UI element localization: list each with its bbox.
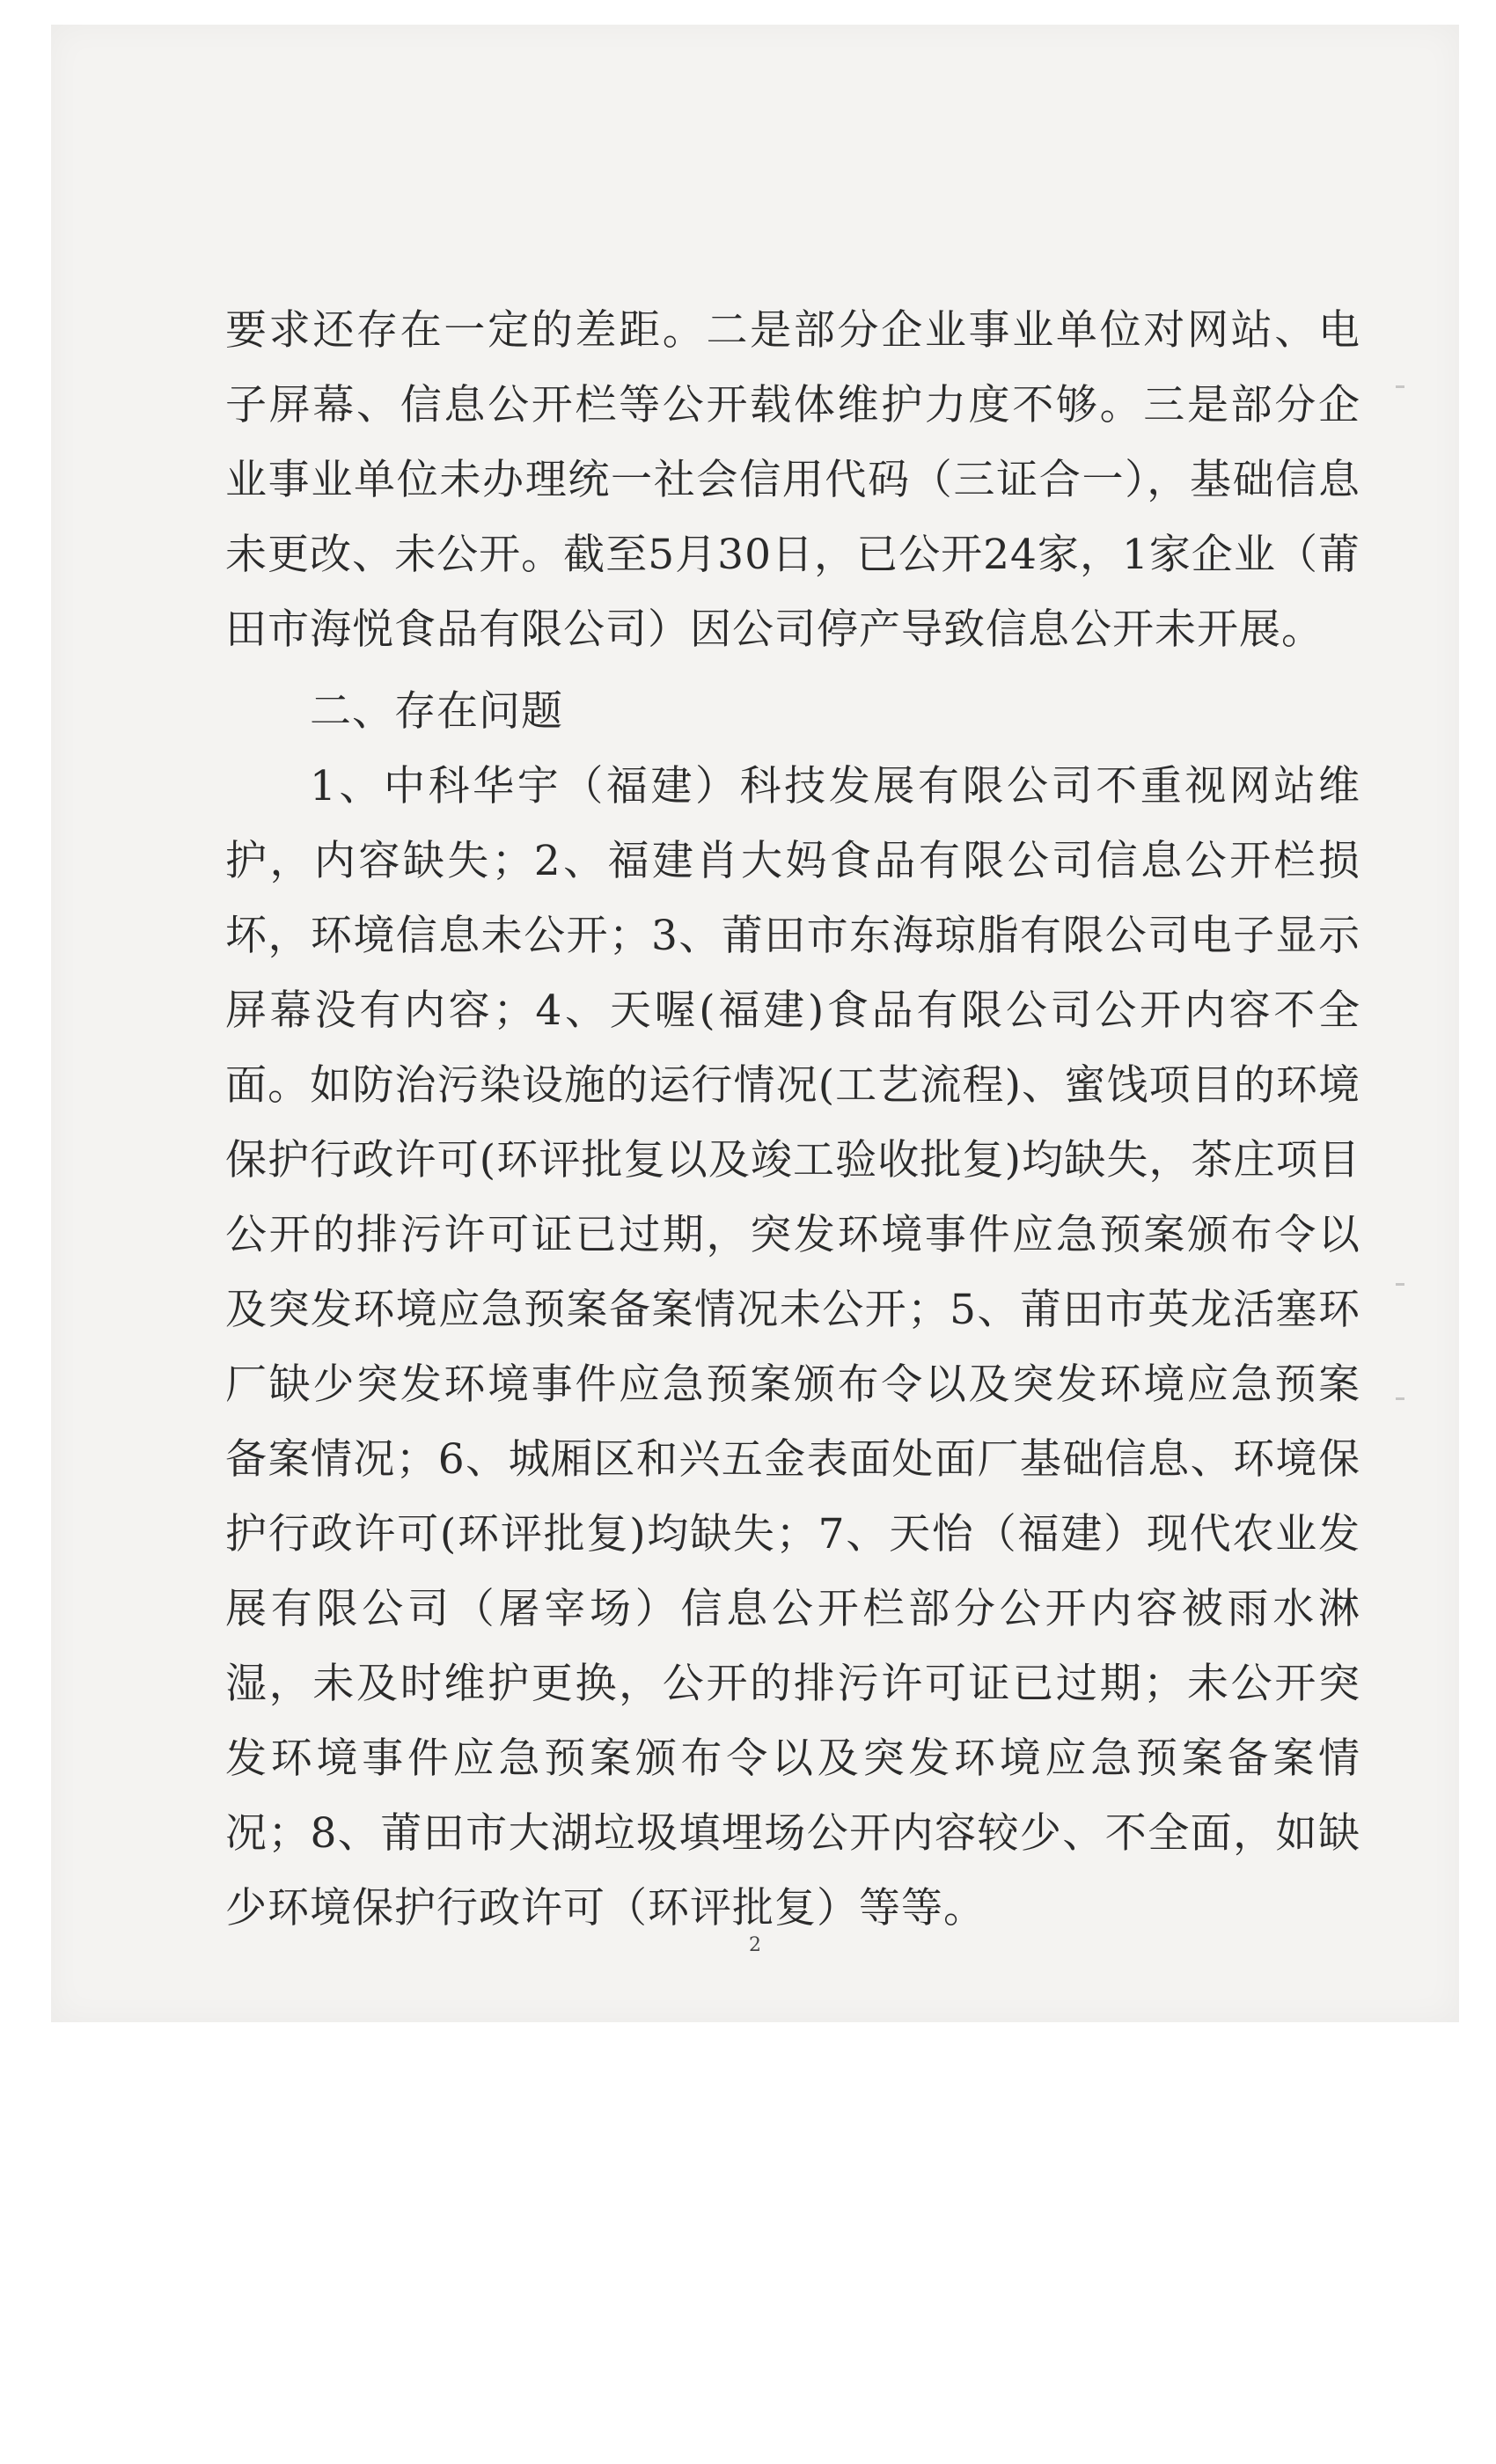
edge-mark — [1396, 1397, 1404, 1400]
problems-paragraph: 1、中科华宇（福建）科技发展有限公司不重视网站维护，内容缺失；2、福建肖大妈食品有限公司信息公开栏损坏，环境信息未公开；3、莆田市东海琼脂有限公司电子显示屏幕没有内容；4、天喔(福建)食品有限公司公开内容不全面。如防治污染设施的运行情况(工艺流程)、蜜饯项目的环境保护行政许可(环评批复以及竣工验收批复)均缺失，茶庄项目公开的排污许可证已过期，突发环境事件应急预案颁布令以及突发环境应急预案备案情况未公开；5、莆田市英龙活塞环厂缺少突发环境事件应急预案颁布令以及突发环境应急预案备案情况；6、城厢区和兴五金表面处面厂基础信息、环境保护行政许可(环评批复)均缺失；7、天怡（福建）现代农业发展有限公司（屠宰场）信息公开栏部分公开内容被雨水淋湿，未及时维护更换，公开的排污许可证已过期；未公开突发环境事件应急预案颁布令以及突发环境应急预案备案情况；8、莆田市大湖垃圾填埋场公开内容较少、不全面，如缺少环境保护行政许可（环评批复）等等。 — [225, 762, 1360, 1932]
body-text — [225, 293, 1360, 1946]
page-number: 2 — [749, 1934, 761, 1956]
continuation-paragraph: 要求还存在一定的差距。二是部分企业事业单位对网站、电子屏幕、信息公开栏等公开载体维护力度不够。三是部分企业事业单位未办理统一社会信用代码（三证合一），基础信息未更改、未公开。截至5月30日，已公开24家，1家企业（莆田市海悦食品有限公司）因公司停产导致信息公开未开展。 — [225, 306, 1360, 654]
edge-mark — [1396, 385, 1404, 388]
scanned-page — [51, 25, 1459, 2022]
edge-mark — [1396, 1283, 1404, 1286]
section-heading: 二、存在问题 — [310, 687, 563, 736]
